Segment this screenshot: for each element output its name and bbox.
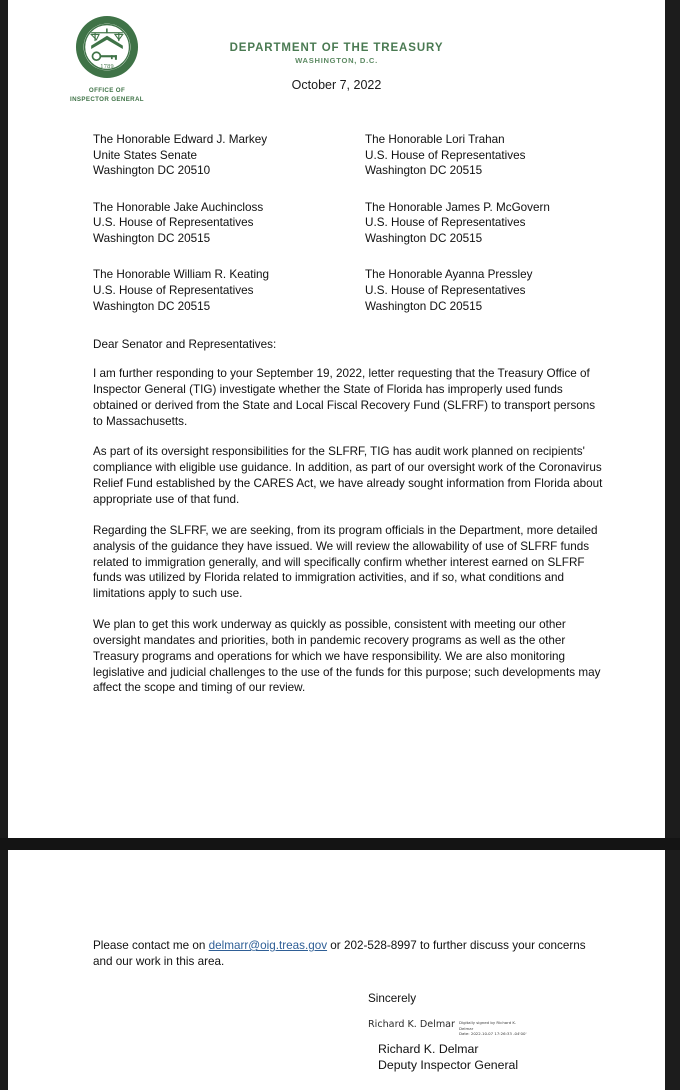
contact-paragraph: [93, 938, 603, 970]
addressee-city: Washington DC 20515: [365, 164, 483, 178]
document-page-2: [8, 850, 665, 1090]
signature-script: Richard K. Delmar: [368, 1018, 455, 1030]
addressee-body: U.S. House of Representatives: [365, 216, 526, 230]
letter-date: October 7, 2022: [291, 78, 382, 92]
body-paragraph: As part of its oversight responsibilities for the SLFRF, TIG has audit work planned on recipients' compliance with eligible use guidance. In addition, as part of our oversight work of the Coronavirus Relief Fund established by the CARES Act, we have already sought information from Florida about appropriate use of that fund.: [93, 445, 603, 506]
body-paragraph: Regarding the SLFRF, we are seeking, from its program officials in the Department, more detailed analysis of the guidance they have issued. We will review the allowability of use of SLFRF funds related to immigration generally, and will specifically confirm whether interest earned on SLFRF funds was utilized by Florida related to immigration activities, and if so, what conditions and limitations apply to such use.: [93, 523, 598, 601]
addressee-name: The Honorable Lori Trahan: [365, 133, 505, 146]
addressee-city: Washington DC 20515: [93, 231, 211, 245]
addressee-block: [365, 200, 635, 247]
addressee-block: [93, 200, 365, 247]
addressee-city: Washington DC 20515: [365, 231, 483, 245]
contact-prefix: Please contact me on: [93, 939, 209, 952]
signature-area: [93, 992, 603, 1075]
addressee-block: [93, 132, 365, 179]
document-page-1: [8, 0, 665, 838]
addressee-city: Washington DC 20515: [365, 299, 483, 313]
addressee-name: The Honorable James P. McGovern: [365, 200, 550, 214]
addressee-city: Washington DC 20515: [93, 299, 211, 313]
agency-block: [8, 42, 665, 92]
addressee-city: Washington DC 20510: [93, 164, 211, 178]
agency-city: WASHINGTON, D.C.: [295, 56, 378, 65]
addressee-name: The Honorable Edward J. Markey: [93, 133, 268, 146]
addressee-block: [93, 267, 365, 314]
letterhead: [8, 0, 665, 118]
agency-name: DEPARTMENT OF THE TREASURY: [229, 42, 444, 54]
addressee-name: The Honorable William R. Keating: [93, 268, 270, 282]
email-link[interactable]: delmarr@oig.treas.gov: [208, 939, 328, 952]
svg-text:1789: 1789: [100, 64, 114, 71]
office-line-1: OFFICE OF: [88, 87, 126, 94]
office-line-2: INSPECTOR GENERAL: [70, 95, 144, 103]
signature-metadata: [459, 1019, 527, 1038]
addressee-body: U.S. House of Representatives: [365, 148, 526, 162]
addressee-body: U.S. House of Representatives: [365, 283, 526, 297]
addressee-name: The Honorable Ayanna Pressley: [365, 268, 533, 282]
addressee-body: U.S. House of Representatives: [93, 216, 254, 230]
addressee-body: U.S. House of Representatives: [93, 283, 254, 297]
signer-name: Richard K. Delmar: [378, 1042, 479, 1057]
sincerely-label: Sincerely: [368, 991, 417, 1005]
signature-meta-line-3: Date: 2022.10.07 17:26:33 -04'00': [459, 1031, 527, 1037]
signer-block: [368, 1042, 603, 1074]
salutation: Dear Senator and Representatives:: [93, 338, 277, 352]
signature-meta-line-2: Delmar: [459, 1025, 474, 1031]
signature-meta-line-1: Digitally signed by Richard K.: [459, 1019, 517, 1025]
page-separator: [0, 838, 680, 850]
digital-signature: [368, 1019, 603, 1038]
addressee-block: [365, 132, 635, 179]
letter-body: [8, 338, 665, 696]
page-2-content: [8, 850, 665, 1074]
body-paragraph: I am further responding to your September 19, 2022, letter requesting that the Treasury Office of Inspector General (TIG) investigate whether the State of Florida has improperly used funds obtained or derived from the State and Local Fiscal Recovery Fund (SLFRF) to transport persons to Massachusetts.: [93, 367, 596, 428]
addressee-block: [365, 267, 635, 314]
addressee-name: The Honorable Jake Auchincloss: [93, 200, 264, 214]
contact-suffix: or 202-528-8997 to further discuss your concerns and our work in this area.: [93, 939, 586, 968]
addressee-body: Unite States Senate: [93, 148, 197, 162]
addressee-grid: [8, 132, 665, 314]
body-paragraph: We plan to get this work underway as quickly as possible, consistent with meeting our other oversight mandates and priorities, both in pandemic recovery programs as well as the other Treasury programs and operations for which we have responsibility. We are also monitoring legislative and judicial challenges to the use of the funds for this purpose; such developments may affect the scope and timing of our review.: [93, 618, 601, 695]
signer-title: Deputy Inspector General: [378, 1058, 519, 1073]
